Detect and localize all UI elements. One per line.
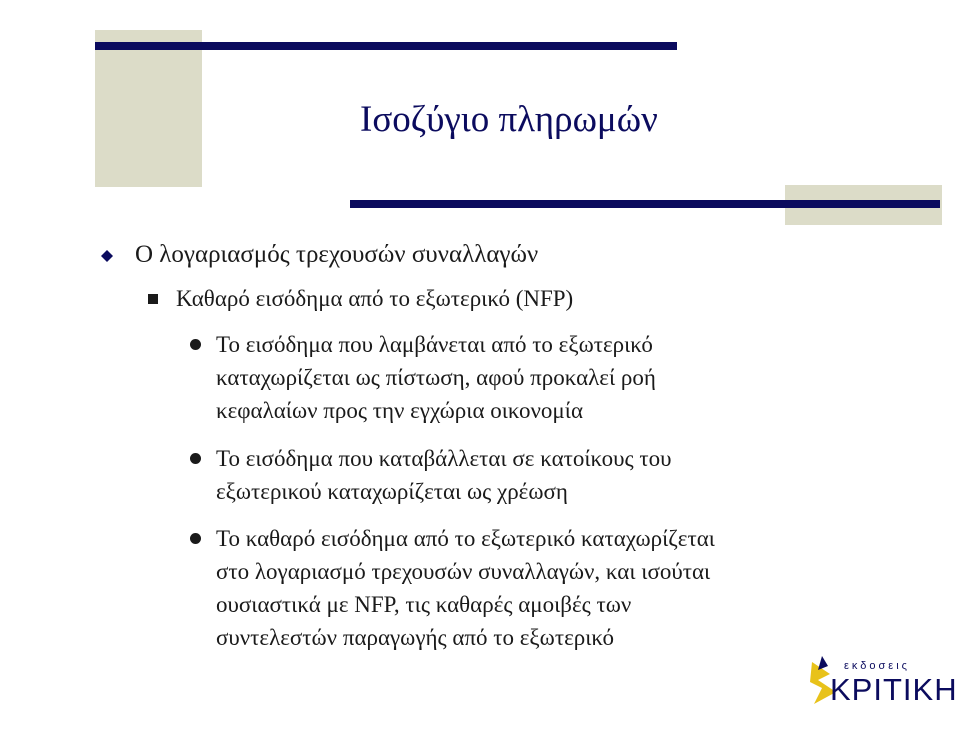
bullet-level1: Ο λογαριασμός τρεχουσών συναλλαγών [135, 241, 539, 268]
bullet-level2: Καθαρό εισόδημα από το εξωτερικό (NFP) [176, 286, 574, 311]
text-line: ουσιαστικά με NFP, τις καθαρές αμοιβές των [216, 592, 632, 617]
bullet-point-1 [216, 328, 656, 427]
text-line: κεφαλαίων προς την εγχώρια οικονομία [216, 398, 583, 423]
square-bullet-icon [148, 294, 158, 304]
circle-bullet-icon [190, 533, 201, 544]
text-line: Το εισόδημα που καταβάλλεται σε κατοίκους του [216, 446, 672, 471]
slide-title: Ισοζύγιο πληρωμών [360, 99, 658, 140]
logo-small-text: εκδοσεις [844, 660, 910, 672]
diamond-bullet-icon [101, 250, 113, 262]
bullet-point-3 [216, 522, 715, 654]
circle-bullet-icon [190, 453, 201, 464]
circle-bullet-icon [190, 339, 201, 350]
text-line: Το εισόδημα που λαμβάνεται από το εξωτερικό [216, 332, 653, 357]
text-line: συντελεστών παραγωγής από το εξωτερικό [216, 625, 614, 650]
text-line: εξωτερικού καταχωρίζεται ως χρέωση [216, 479, 568, 504]
text-line: Το καθαρό εισόδημα από το εξωτερικό καταχωρίζεται [216, 526, 715, 551]
publisher-logo [808, 652, 958, 712]
logo-big-text: ΚΡΙΤΙΚΗ [830, 672, 958, 707]
text-line: στο λογαριασμό τρεχουσών συναλλαγών, και ισούται [216, 559, 711, 584]
bullet-point-2 [216, 442, 672, 508]
text-line: καταχωρίζεται ως πίστωση, αφού προκαλεί ροή [216, 365, 656, 390]
